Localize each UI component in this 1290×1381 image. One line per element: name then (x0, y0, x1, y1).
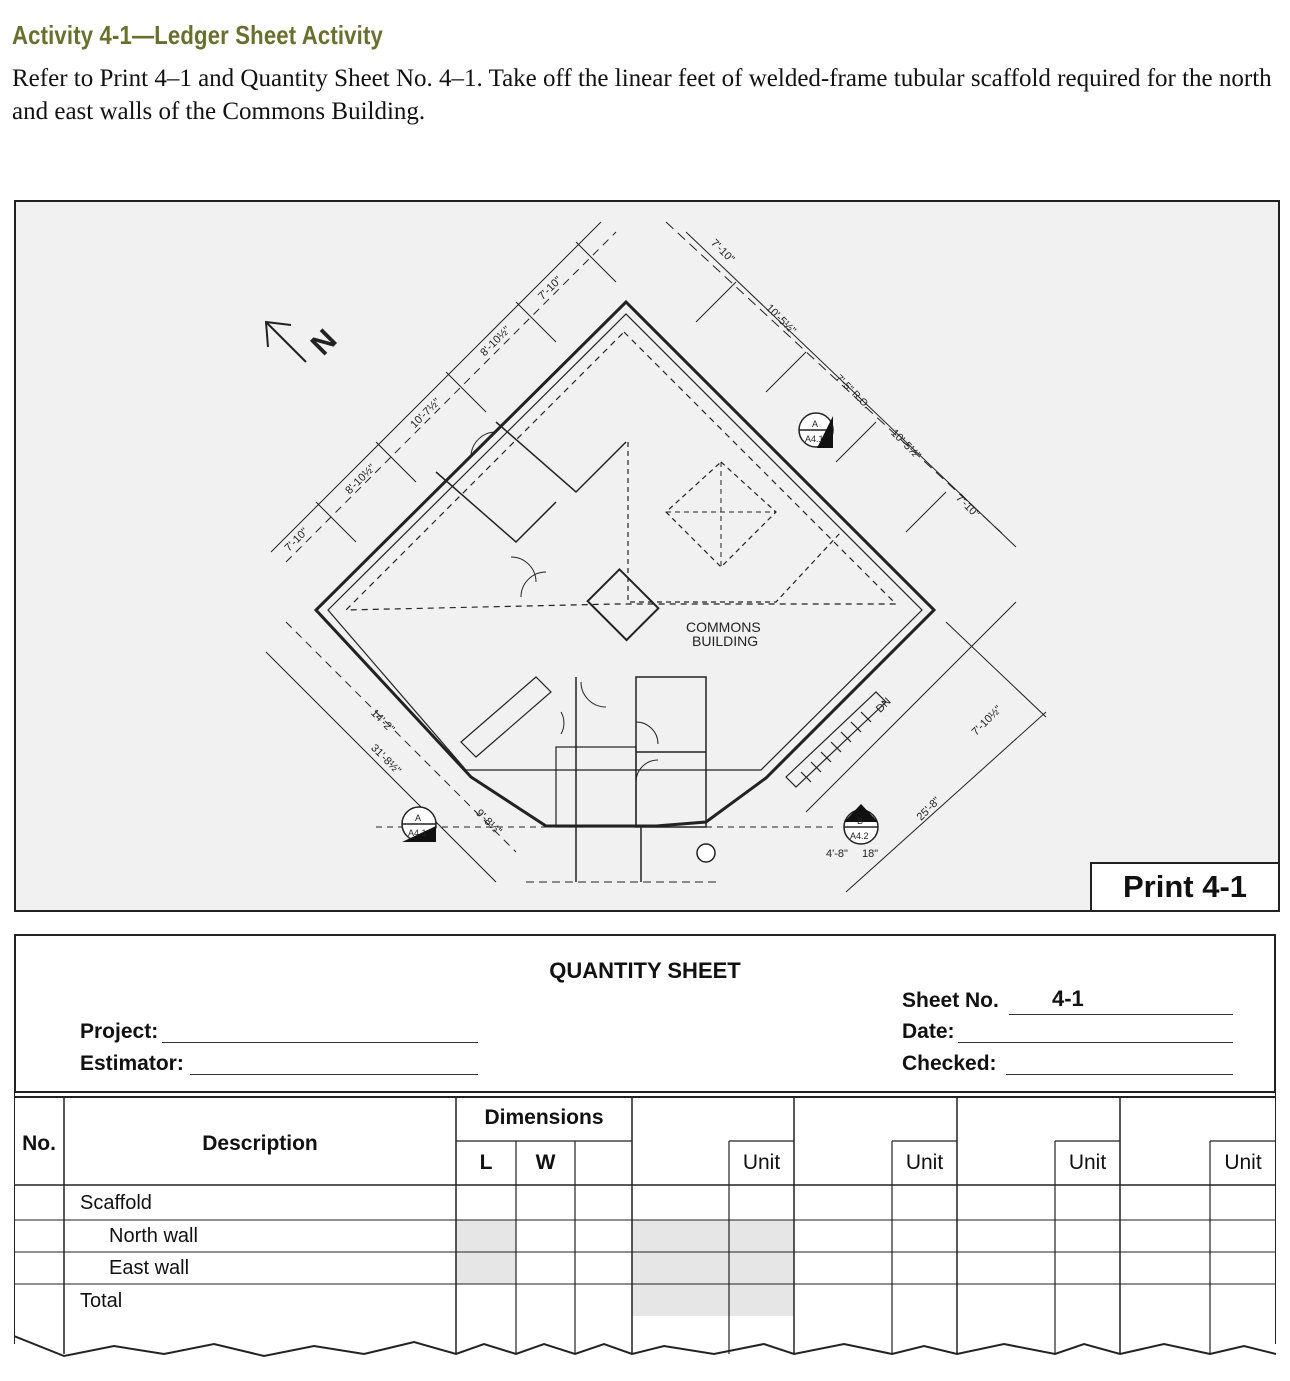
dimension-label: 31'-8½" (368, 742, 404, 777)
row-description: Total (80, 1290, 123, 1312)
north-label: N (304, 323, 344, 362)
dimension-label: 7'-10" (536, 274, 565, 303)
dimension-label: 7'-10½" (969, 703, 1005, 739)
col-header-unit: Unit (1224, 1151, 1262, 1174)
quantity-sheet (14, 934, 1276, 1354)
estimator-label: Estimator: (80, 1052, 184, 1075)
dimension-label: 25'-8" (914, 794, 943, 824)
row-description: East wall (109, 1257, 190, 1279)
col-header-description: Description (202, 1132, 318, 1155)
col-header-unit: Unit (905, 1151, 944, 1174)
activity-heading: Activity 4-1—Ledger Sheet Activity (12, 20, 383, 50)
section-ref-sheet: A4.2 (850, 831, 869, 841)
section-ref-letter: A (415, 813, 422, 823)
building-label-line2: BUILDING (692, 633, 759, 649)
dimension-label: 8'-10½" (478, 324, 514, 359)
dimension-label: 10'-5½" (888, 427, 924, 462)
col-header-dimensions: Dimensions (484, 1106, 604, 1129)
dimension-label: 7'-10" (708, 237, 737, 266)
section-ref-sheet: A4.1 (408, 828, 427, 838)
col-header-l: L (479, 1151, 493, 1174)
dimension-label: 9'-8½" (473, 807, 504, 838)
activity-instructions: Refer to Print 4–1 and Quantity Sheet No. 4–1. Take off the linear feet of welded-frame tubular scaffold required for the north and east walls of the Commons Building. (12, 65, 1272, 125)
col-header-unit: Unit (742, 1151, 781, 1174)
building-label-line1: COMMONS (686, 619, 761, 635)
col-header-no: No. (22, 1132, 56, 1155)
dimension-label: 7'-10" (953, 492, 982, 521)
sheet-no-value: 4-1 (1052, 986, 1084, 1011)
dimension-label: 14'-2" (368, 707, 397, 736)
project-label: Project: (80, 1020, 159, 1043)
section-ref-letter: A (812, 419, 819, 429)
sheet-no-label: Sheet No. (902, 989, 999, 1012)
quantity-sheet-title: QUANTITY SHEET (549, 958, 741, 983)
row-description: North wall (109, 1225, 198, 1247)
date-label: Date: (902, 1020, 955, 1043)
dimension-label: 18" (862, 848, 879, 860)
checked-label: Checked: (902, 1052, 997, 1075)
print-drawing (14, 200, 1280, 912)
section-ref-letter: B (857, 816, 864, 826)
print-label: Print 4-1 (1090, 862, 1280, 912)
floor-plan-drawing (16, 202, 1278, 910)
dimension-label: 7'-10" (282, 525, 311, 555)
col-header-unit: Unit (1068, 1151, 1107, 1174)
dimension-label: 10'-5½" (763, 302, 799, 337)
section-ref-sheet: A4.1 (805, 434, 824, 444)
col-header-w: W (535, 1151, 556, 1174)
row-description: Scaffold (80, 1192, 152, 1214)
dimension-label: 8'-10½" (343, 462, 379, 497)
dimension-label: 7'-5" R.O. (833, 372, 872, 412)
dimension-label: 4'-8" (826, 848, 848, 860)
dimension-label: 10'-7½" (408, 396, 444, 431)
stair-label: DN (873, 695, 894, 716)
